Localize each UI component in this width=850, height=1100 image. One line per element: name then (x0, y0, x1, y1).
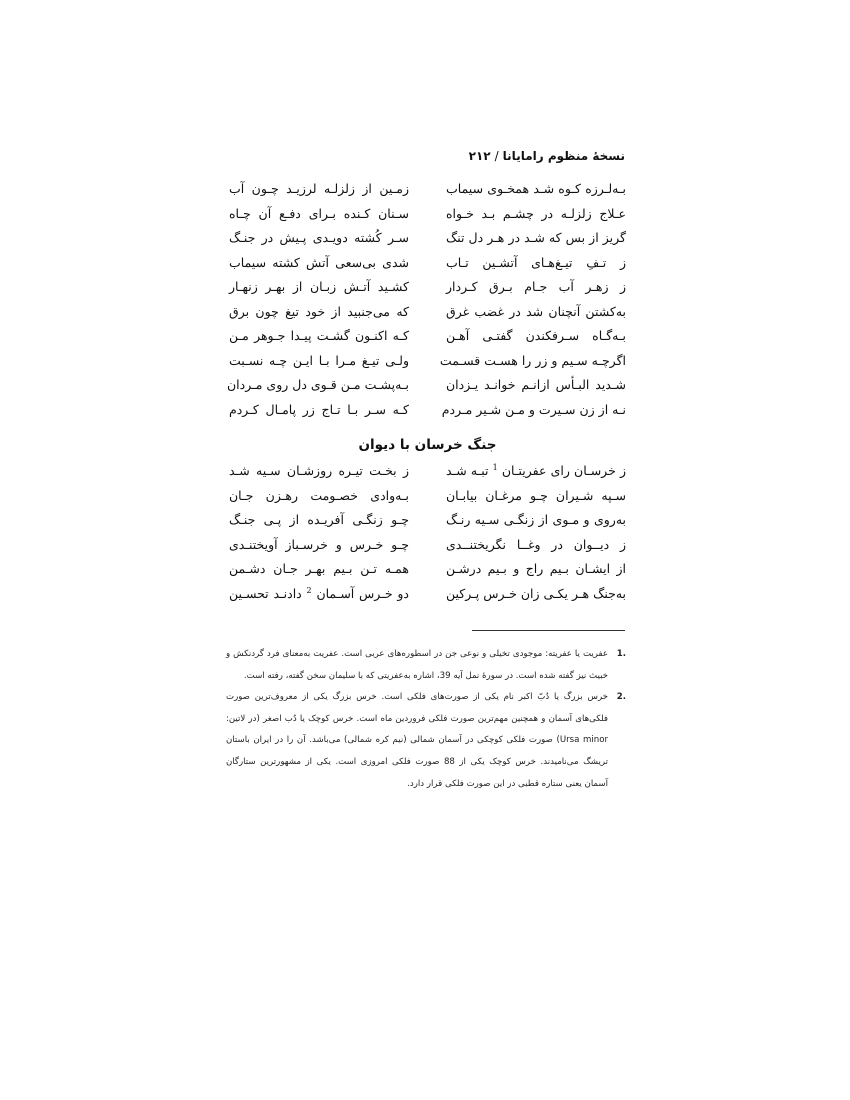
hemistich-first: ز زهـر آب جـام بـرق کـردار (446, 279, 626, 294)
hemistich-first (446, 560, 626, 578)
couplet (229, 511, 626, 536)
hemistich-first: نـه از زن سـیرت و مـن شـیر مـردم (441, 401, 626, 417)
hemistich-text: ز بخـت تیـره روزشـان سـیه شـد (229, 463, 409, 478)
footnote-text: خرس بزرگ یا دُبّ اکبر نام یکی از صورت‌های فلکی است. خرس بزرگ یکی از معروف‌ترین صورت فلکی‌های آسمان و همچنین مهم‌ترین صورت فلکی فروردین ماه است. خرس کوچک یا دُب اصغر (در لاتین: Ursa minor) صورت فلکی کوچکی در آسمان شمالی (نیم کره شمالی) می‌باشد. آن را در ایران باستان تریشگ می‌نامیدند. خرس کوچک یکی از 88 صورت فلکی امروزی است. یکی از مشهورترین ستارگان آسمان یعنی ستاره قطبی در این صورت فلکی قرار دارد. (226, 692, 609, 789)
hemistich-text: ز دیــوان در وغــا نگریختنــدی (446, 536, 626, 552)
footnote (226, 644, 626, 687)
book-title: نسخهٔ منظوم رامایانا (502, 149, 625, 163)
couplet (229, 303, 626, 328)
couplet (229, 180, 626, 205)
hemistich-first: بـه‌گـاه سـرفکندن گفتـی آهـن (446, 328, 626, 343)
couplet (229, 560, 626, 585)
couplet (229, 487, 626, 512)
hemistich-second: کـه سـر بـا تـاج زر پامـال کـردم (229, 401, 409, 417)
couplet (226, 376, 626, 401)
couplet (229, 327, 626, 352)
hemistich-second (229, 536, 409, 554)
poem-stanza-2 (229, 462, 626, 609)
hemistich-text: به‌جنگ هـر یکـی زان خـرس پـرکین (446, 585, 626, 601)
hemistich-text: بـه‌وادی خصـومت رهـزن جـان (229, 487, 409, 503)
couplet (229, 536, 626, 561)
footnote (226, 687, 626, 795)
section-heading: جنگ خرسان با دیوان (358, 437, 497, 453)
hemistich-second (229, 585, 409, 603)
hemistich-second: ولـی تیـغ مـرا بـا ایـن چـه نسـبت (229, 352, 409, 368)
hemistich-text: چـو خـرس و خرسـباز آویختنـدی (229, 536, 409, 552)
couplet (229, 205, 626, 230)
hemistich-first: اگرچـه سـیم و زر را هسـت قسـمت (439, 352, 626, 368)
hemistich-first (446, 511, 626, 529)
hemistich-second: که می‌جنبید از خود تیغ چون برق (229, 303, 409, 319)
hemistich-first (446, 536, 626, 554)
hemistich-first: شـدید البـأس ازانـم خوانـد یـزدان (446, 377, 626, 392)
running-header (468, 149, 625, 171)
hemistich-text: به‌روی و مـوی از زنگـی سـیه رنـگ (446, 512, 626, 527)
hemistich-text: از ایشـان بـیم راج و بـیم درشـن (446, 561, 626, 576)
hemistich-text: چـو زنگـی آفریـده از پـی جنـگ (229, 512, 409, 527)
couplet (229, 229, 626, 254)
hemistich-second: سـر کُشته دویـدی پـیش در جنـگ (229, 230, 409, 245)
couplet (229, 278, 626, 303)
couplet (229, 352, 626, 377)
hemistich-second (229, 560, 409, 578)
hemistich-first: به‌کشتن آنچنان شد در غضب غرق (446, 303, 626, 319)
hemistich-first (446, 487, 626, 505)
hemistich-second: کـه اکنـون گشـت پیـدا جـوهر مـن (229, 328, 409, 343)
hemistich-text: ز خرسـان رای عفریتـان (501, 463, 626, 478)
footnote-divider (472, 630, 625, 631)
hemistich-second: زمـین از زلزلـه لرزیـد چـون آب (229, 181, 409, 196)
header-separator: / (494, 149, 499, 163)
hemistich-first (446, 585, 626, 603)
couplet (229, 585, 626, 610)
footnote-reference: 1 (492, 462, 498, 472)
couplet (229, 401, 626, 426)
page-number: ۲۱۲ (468, 149, 491, 163)
hemistich-text: دو خـرس آسـمان (316, 585, 409, 601)
footnote-text: عفریت یا عفریته: موجودی تخیلی و نوعی جن در اسطوره‌های عربی است. عفریت به‌معنای فرد گردنکش و خبیث نیز گفته شده است. در سورهٔ نمل آیه 39، اشاره به‌عفریتی که با سلیمان سخن گفته، رفته است. (226, 649, 608, 681)
hemistich-second: سـنان کـنده بـرای دفـع آن چـاه (229, 205, 409, 221)
couplet (229, 462, 626, 487)
hemistich-second (229, 511, 409, 529)
hemistich-first (446, 462, 626, 480)
hemistich-text: سـپه شـیران چـو مرغـان بیابـان (446, 487, 626, 503)
couplet (229, 254, 626, 279)
footnote-number: 1. (616, 649, 626, 659)
footnote-reference: 2 (306, 585, 312, 595)
footnote-number: 2. (616, 692, 626, 703)
hemistich-second: کشـید آتـش زبـان از بهـر زنهـار (229, 279, 409, 294)
hemistich-first: عـلاج زلزلـه در چشـم بـد خـواه (446, 205, 626, 221)
hemistich-first: گریز از بس که شـد در هـر دل تنگ (446, 230, 626, 245)
hemistich-first: ز تـفِ تیـغ‌هـای آتشـین تـاب (446, 254, 626, 270)
hemistich-first: بـه‌لـرزه کـوه شـد همخـوی سیماب (446, 181, 626, 196)
hemistich-text-cont: دادنـد تحسـین (229, 585, 302, 601)
footnotes (226, 644, 626, 795)
hemistich-text-cont: تبـه شـد (446, 463, 489, 478)
hemistich-text: همـه تـن بـیم بهـر جـان دشـمن (229, 561, 409, 576)
hemistich-second (229, 462, 409, 480)
poem-stanza-1 (226, 180, 626, 425)
hemistich-second: بـه‌پشـت مـن قـوی دل روی مـردان (226, 377, 409, 392)
hemistich-second (229, 487, 409, 505)
hemistich-second: شدی بی‌سعی آتش کشته سیماب (229, 254, 409, 270)
